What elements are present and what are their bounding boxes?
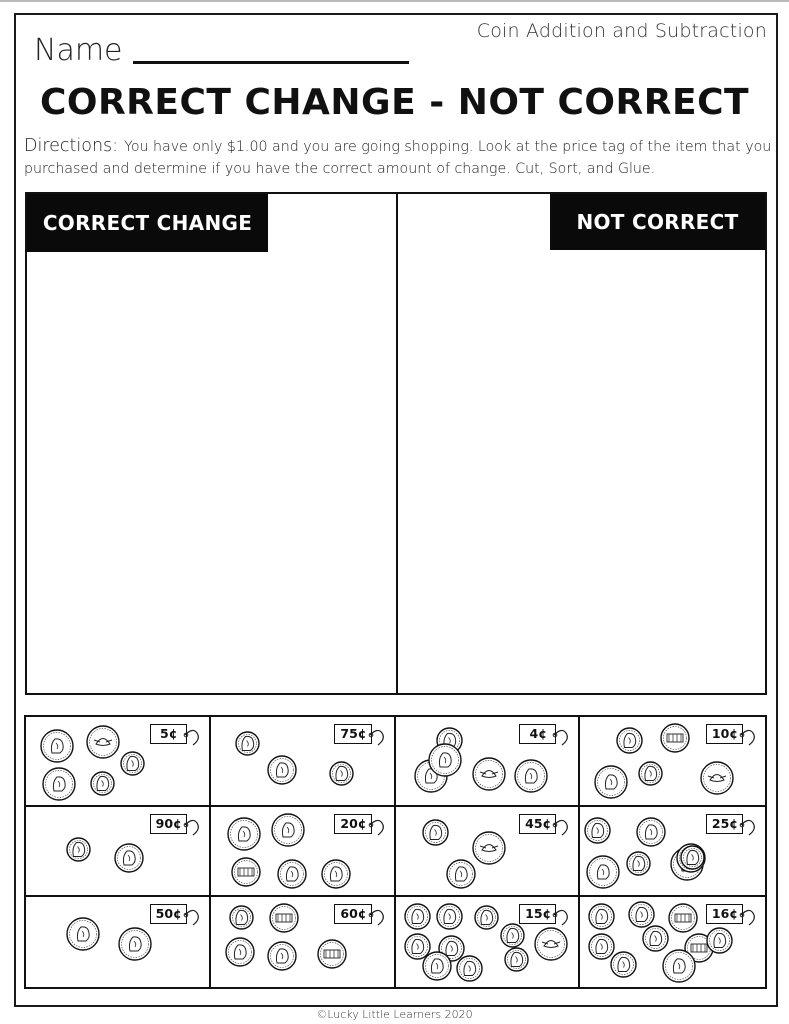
nickel-coin-icon [422,951,452,985]
dime-coin-icon [66,837,91,866]
price-tag-string-icon [552,723,572,749]
change-card [396,717,581,807]
price-tag: 45¢ [519,814,556,834]
nickel-coin-icon [231,857,261,891]
penny-coin-icon [588,903,615,934]
quarter-coin-icon [66,917,100,955]
cut-out-cards [24,715,767,989]
penny-coin-icon [610,951,637,982]
dime-coin-icon [504,947,529,976]
penny-coin-icon [404,903,431,934]
quarter-coin-icon [534,927,568,965]
quarter-coin-icon [42,767,76,805]
price-tag-string-icon [552,903,572,929]
nickel-coin-icon [225,937,255,971]
price-tag-string-icon [183,903,203,929]
worksheet-subject: Coin Addition and Subtraction [476,20,767,42]
dime-coin-icon [90,771,115,800]
top-edge-line [0,0,789,2]
quarter-coin-icon [472,831,506,869]
nickel-coin-icon [321,859,351,893]
nickel-coin-icon [668,903,698,937]
dime-coin-icon [229,905,254,934]
price-tag: 16¢ [706,904,743,924]
nickel-coin-icon [267,941,297,975]
sort-area [25,192,767,695]
quarter-coin-icon [40,729,74,767]
price-tag-string-icon [183,723,203,749]
quarter-coin-icon [586,855,620,893]
quarter-coin-icon [662,949,696,987]
dime-coin-icon [474,905,499,934]
quarter-coin-icon [428,743,462,781]
change-card [26,897,211,987]
quarter-coin-icon [472,757,506,795]
price-tag-string-icon [739,813,759,839]
name-label: Name [34,33,123,68]
change-card [211,897,396,987]
price-tag: 15¢ [519,904,556,924]
price-tag: 10¢ [706,724,743,744]
name-field [34,33,409,68]
price-tag: 60¢ [334,904,371,924]
nickel-coin-icon [446,859,476,893]
quarter-coin-icon [514,759,548,797]
quarter-coin-icon [227,817,261,855]
directions-text: You have only $1.00 and you are going shopping. Look at the price tag of the item that you purchased and determine if you have the correct amount of change. Cut, Sort, and Glue. [24,139,772,177]
copyright-footer: ©Lucky Little Learners 2020 [316,1008,473,1021]
dime-coin-icon [680,845,705,874]
nickel-coin-icon [267,755,297,789]
quarter-coin-icon [700,761,734,799]
change-card [580,717,765,807]
sort-divider [396,194,398,693]
nickel-coin-icon [660,723,690,757]
quarter-coin-icon [118,927,152,965]
price-tag-string-icon [183,813,203,839]
worksheet-title: CORRECT CHANGE - NOT CORRECT [39,82,750,123]
price-tag: 50¢ [150,904,187,924]
change-card [26,807,211,897]
nickel-coin-icon [114,843,144,877]
quarter-coin-icon [594,765,628,803]
directions-label: Directions: [24,136,119,156]
change-card [580,807,765,897]
price-tag: 25¢ [706,814,743,834]
penny-coin-icon [616,727,643,758]
penny-coin-icon [436,903,463,934]
not-correct-header: NOT CORRECT [550,194,765,250]
correct-change-header: CORRECT CHANGE [27,194,268,252]
change-card [211,717,396,807]
change-card [580,897,765,987]
nickel-coin-icon [636,817,666,851]
name-write-line [133,61,409,64]
quarter-coin-icon [271,813,305,851]
nickel-coin-icon [269,903,299,937]
change-card [211,807,396,897]
dime-coin-icon [329,761,354,790]
quarter-coin-icon [86,725,120,763]
price-tag: 5¢ [150,724,187,744]
price-tag-string-icon [739,723,759,749]
dime-coin-icon [638,761,663,790]
price-tag: 90¢ [150,814,187,834]
nickel-coin-icon [277,859,307,893]
price-tag-string-icon [368,723,388,749]
penny-coin-icon [584,817,611,848]
dime-coin-icon [626,851,651,880]
price-tag: 4¢ [519,724,556,744]
price-tag-string-icon [739,903,759,929]
penny-coin-icon [456,955,483,986]
penny-coin-icon [706,927,733,958]
price-tag: 75¢ [334,724,371,744]
change-card [26,717,211,807]
price-tag-string-icon [368,903,388,929]
change-card [396,807,581,897]
directions [24,135,772,180]
nickel-coin-icon [317,939,347,973]
price-tag-string-icon [552,813,572,839]
dime-coin-icon [120,751,145,780]
price-tag-string-icon [368,813,388,839]
penny-coin-icon [422,819,449,850]
change-card [396,897,581,987]
price-tag: 20¢ [334,814,371,834]
dime-coin-icon [235,731,260,760]
